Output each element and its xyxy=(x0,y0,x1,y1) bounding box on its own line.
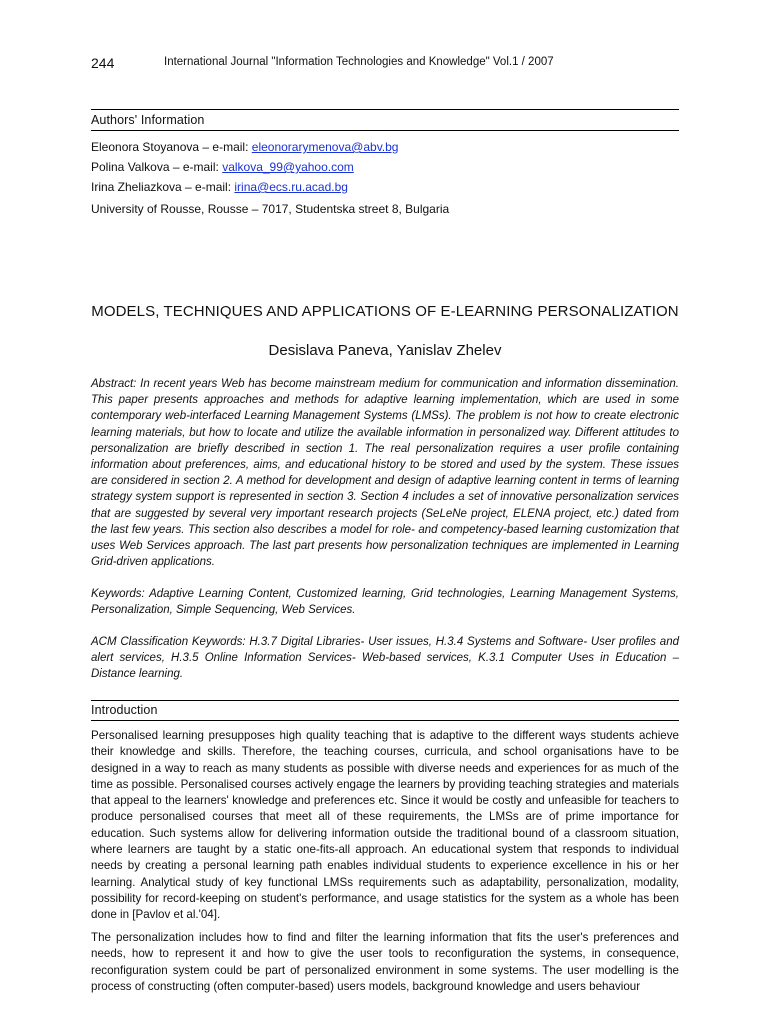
section-rule-top xyxy=(91,109,679,110)
paper-authors: Desislava Paneva, Yanislav Zhelev xyxy=(268,342,502,359)
page-number: 244 xyxy=(91,55,115,71)
paper-title: MODELS, TECHNIQUES AND APPLICATIONS OF E-LEARNING PERSONALIZATION xyxy=(91,303,679,320)
author-line xyxy=(91,180,348,194)
author-email-link[interactable]: irina@ecs.ru.acad.bg xyxy=(234,180,348,194)
abstract: Abstract: In recent years Web has become mainstream medium for communication and information dissemination. This paper presents approaches and methods for adaptive learning implementation, which are used in some contemporary web-interfaced Learning Management Systems (LMSs). The problem is not how to create electronic learning materials, but how to locate and utilize the available information in personalized way. Different attitudes to personalization are briefly described in section 1. The real personalization requires a user profile containing information about preferences, aims, and educational history to be stored and used by the system. These issues are considered in section 2. A method for development and design of adaptive learning content in terms of learning strategy system support is represented in section 3. Section 4 includes a set of innovative personalization services that are suggested by several very important research projects (SeLeNe project, ELENA project, etc.) dated from the last few years. This section also describes a model for role- and competency-based learning customization that uses Web Services approach. The last part presents how personalization techniques are implemented in Learning Grid-driven applications. xyxy=(91,378,679,569)
authors-info-heading: Authors' Information xyxy=(91,113,205,127)
author-line xyxy=(91,160,354,174)
introduction-heading: Introduction xyxy=(91,703,158,717)
journal-title: International Journal "Information Technologies and Knowledge" Vol.1 / 2007 xyxy=(164,56,554,68)
section-rule-bottom xyxy=(91,720,679,721)
body-paragraph: The personalization includes how to find and filter the learning information that fits the user's preferences and needs, how to represent it and how to give the user tools to reconfiguration the systems, in consequence, reconfiguration system could be part of personalized environment in some systems. The user modelling is the process of constructing (often computer-based) users models, background knowledge and users behaviour xyxy=(91,931,679,993)
author-email-link[interactable]: eleonorarymenova@abv.bg xyxy=(251,140,399,154)
running-header xyxy=(91,52,679,72)
keywords: Keywords: Adaptive Learning Content, Customized learning, Grid technologies, Learning Management Systems, Personalization, Simple Sequencing, Web Services. xyxy=(91,588,679,617)
author-name: Eleonora Stoyanova – e-mail: xyxy=(91,140,252,154)
acm-keywords: ACM Classification Keywords: H.3.7 Digital Libraries- User issues, H.3.4 Systems and Software- User profiles and alert services, H.3.5 Online Information Services- Web-based services, K.3.1 Computer Uses in Education – Distance learning. xyxy=(91,636,679,681)
author-name: Irina Zheliazkova – e-mail: xyxy=(91,180,235,194)
body-paragraph: Personalised learning presupposes high quality teaching that is adaptive to the different ways students achieve their knowledge and skills. Therefore, the teaching courses, curricula, and school organisations have to be designed in a way to reach as many students as possible with diverse needs and experiences for as much of the time as possible. Personalised courses actively engage the learners by providing teaching strategies and materials that appeal to the learners' knowledge and preferences etc. Since it would be costly and unfeasible for teachers to produce personalised courses that meet all of these requirements, the LMSs are of prime importance for education. Such systems allow for delivering information outside the traditional bound of a classroom situation, where learners are taught by a static one-fits-all approach. An educational system that responds to individual needs by creating a personal learning path enables individual students to experience excellence in his or her learning. Analytical study of key functional LMSs requirements such as adaptability, personalization, modality, possibility for record-keeping on student's performance, and usage statistics for the system as a whole has been done in [Pavlov et al.'04]. xyxy=(91,729,679,922)
author-line xyxy=(91,140,398,154)
author-name: Polina Valkova – e-mail: xyxy=(91,160,223,174)
author-address: University of Rousse, Rousse – 7017, Studentska street 8, Bulgaria xyxy=(91,202,450,216)
section-rule-top xyxy=(91,700,679,701)
section-rule-bottom xyxy=(91,130,679,131)
author-email-link[interactable]: valkova_99@yahoo.com xyxy=(222,160,354,174)
